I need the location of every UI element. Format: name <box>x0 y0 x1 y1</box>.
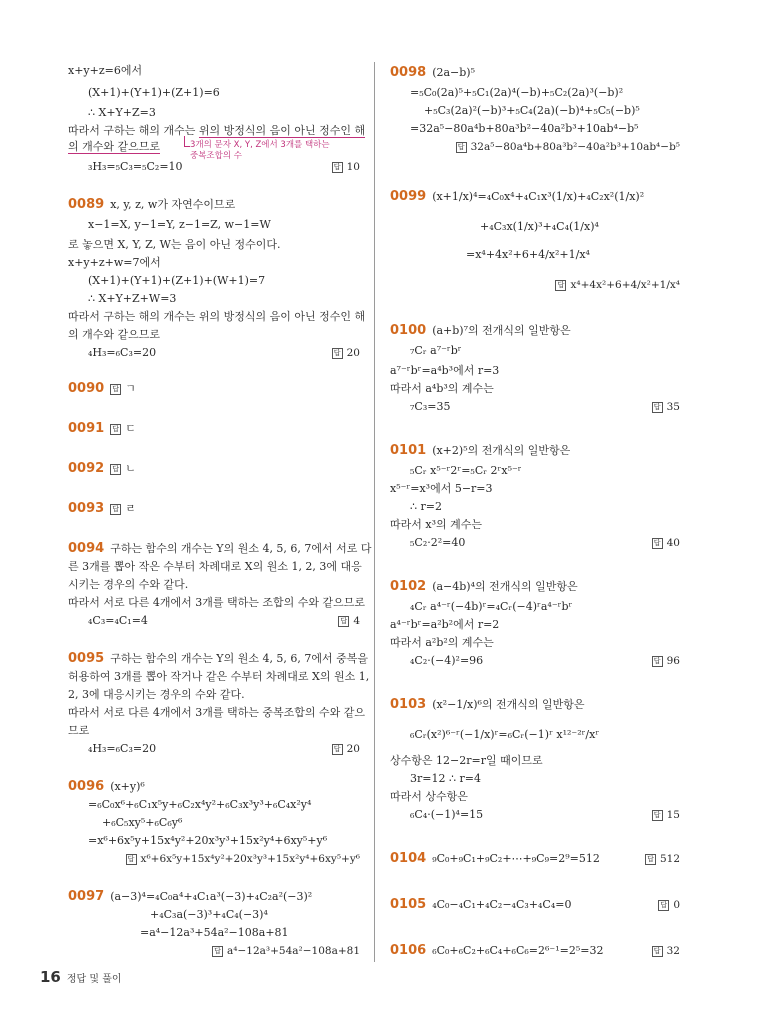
equation-line: ∴ X+Y+Z=3 <box>88 106 156 119</box>
answer: 답 20 <box>332 346 360 360</box>
problem-number: 0103 <box>390 697 427 712</box>
text-line: 시키는 경우의 수와 같다. <box>68 578 189 591</box>
answer: 답 40 <box>652 536 680 550</box>
problem-number: 0094 <box>68 541 105 556</box>
answer-mark-icon: 답 <box>555 280 566 291</box>
equation-line: =x⁴+4x²+6+4/x²+1/x⁴ <box>466 248 590 261</box>
answer-mark-icon: 답 <box>652 946 663 957</box>
equation-line: ₃H₃=₅C₃=₅C₂=10 <box>88 160 183 173</box>
answer: 답 32a⁵−80a⁴b+80a³b²−40a²b³+10ab⁴−b⁵ <box>456 140 680 154</box>
text-line: 므로 <box>68 724 90 737</box>
text-line: 따라서 서로 다른 4개에서 3개를 택하는 중복조합의 수와 같으 <box>68 706 365 719</box>
equation-line: ₄H₃=₆C₃=20 <box>88 742 157 755</box>
answer-mark-icon: 답 <box>110 424 121 435</box>
equation-line: ₆C₄·(−1)⁴=15 <box>410 808 484 821</box>
text-line: 로 놓으면 X, Y, Z, W는 음이 아닌 정수이다. <box>68 238 281 251</box>
answer-mark-icon: 답 <box>110 504 121 515</box>
text-line: 따라서 a²b²의 계수는 <box>390 636 494 649</box>
problem-0092: 0092 답 ㄴ <box>68 461 136 476</box>
page-number: 16 <box>40 968 61 986</box>
problem-0104: 0104 ₉C₀+₉C₁+₉C₂+⋯+₉C₉=2⁹=512 <box>390 851 600 866</box>
equation-line: ₇Cᵣ a⁷⁻ʳbʳ <box>410 344 462 357</box>
problem-number: 0091 <box>68 421 105 436</box>
answer-mark-icon: 답 <box>645 854 656 865</box>
problem-0091: 0091 답 ㄷ <box>68 421 136 436</box>
answer: 답 x⁴+4x²+6+4/x²+1/x⁴ <box>555 278 680 292</box>
underlined-text: 위의 방정식의 음이 아닌 정수인 해 <box>198 124 366 137</box>
problem-number: 0092 <box>68 461 105 476</box>
page-footer <box>40 968 122 986</box>
problem-0101: 0101 (x+2)⁵의 전개식의 일반항은 <box>390 443 571 458</box>
equation-line: ₅Cᵣ x⁵⁻ʳ2ʳ=₅Cᵣ 2ʳx⁵⁻ʳ <box>410 464 522 477</box>
equation-line: x−1=X, y−1=Y, z−1=Z, w−1=W <box>88 218 271 231</box>
answer-mark-icon: 답 <box>652 810 663 821</box>
problem-number: 0095 <box>68 651 105 666</box>
equation-line: =₆C₀x⁶+₆C₁x⁵y+₆C₂x⁴y²+₆C₃x³y³+₆C₄x²y⁴ <box>88 798 312 811</box>
equation-line: =32a⁵−80a⁴b+80a³b²−40a²b³+10ab⁴−b⁵ <box>410 122 639 135</box>
text-line: 2, 3에 대응시키는 경우의 수와 같다. <box>68 688 245 701</box>
problem-number: 0104 <box>390 851 427 866</box>
answer: 답 0 <box>658 898 680 912</box>
answer: 답 10 <box>332 160 360 174</box>
problem-0098: 0098 (2a−b)⁵ <box>390 65 475 80</box>
answer: 답 15 <box>652 808 680 822</box>
answer-mark-icon: 답 <box>332 744 343 755</box>
equation-line: 3r=12 ∴ r=4 <box>410 772 481 785</box>
annotation-note: 3개의 문자 X, Y, Z에서 3개를 택하는 중복조합의 수 <box>190 140 330 161</box>
text-line: 따라서 a⁴b³의 계수는 <box>390 382 494 395</box>
equation-line: +₄C₃a(−3)³+₄C₄(−3)⁴ <box>150 908 268 921</box>
problem-0099: 0099 (x+1/x)⁴=₄C₀x⁴+₄C₁x³(1/x)+₄C₂x²(1/x)² <box>390 189 645 204</box>
text-line: x+y+z=6에서 <box>68 64 143 77</box>
answer-mark-icon: 답 <box>652 402 663 413</box>
answer: 답 x⁶+6x⁵y+15x⁴y²+20x³y³+15x²y⁴+6xy⁵+y⁶ <box>126 852 360 866</box>
text-line: a⁷⁻ʳbʳ=a⁴b³에서 r=3 <box>390 364 500 377</box>
problem-number: 0096 <box>68 779 105 794</box>
problem-number: 0100 <box>390 323 427 338</box>
text-line: 따라서 서로 다른 4개에서 3개를 택하는 조합의 수와 같으므로 <box>68 596 365 609</box>
problem-0100: 0100 (a+b)⁷의 전개식의 일반항은 <box>390 323 571 338</box>
equation-line: ₅C₂·2²=40 <box>410 536 466 549</box>
problem-number: 0106 <box>390 943 427 958</box>
equation-line: (X+1)+(Y+1)+(Z+1)+(W+1)=7 <box>88 274 266 287</box>
text-line: 따라서 구하는 해의 개수는 위의 방정식의 음이 아닌 정수인 해 <box>68 310 366 323</box>
problem-number: 0099 <box>390 189 427 204</box>
answer: 답 96 <box>652 654 680 668</box>
problem-0090: 0090 답 ㄱ <box>68 381 136 396</box>
problem-number: 0101 <box>390 443 427 458</box>
problem-0096: 0096 (x+y)⁶ <box>68 779 145 794</box>
text-line: 따라서 x³의 계수는 <box>390 518 482 531</box>
problem-0105: 0105 ₄C₀−₄C₁+₄C₂−₄C₃+₄C₄=0 <box>390 897 572 912</box>
footer-label: 정답 및 풀이 <box>66 974 122 985</box>
equation-line: ₄Cᵣ a⁴⁻ʳ(−4b)ʳ=₄Cᵣ(−4)ʳa⁴⁻ʳbʳ <box>410 600 573 613</box>
text-line: 따라서 구하는 해의 개수는 위의 방정식의 음이 아닌 정수인 해 <box>68 124 366 137</box>
problem-0103: 0103 (x²−1/x)⁶의 전개식의 일반항은 <box>390 697 585 712</box>
problem-number: 0102 <box>390 579 427 594</box>
answer: 답 4 <box>338 614 360 628</box>
problem-number: 0093 <box>68 501 105 516</box>
equation-line: +₅C₃(2a)²(−b)³+₅C₄(2a)(−b)⁴+₅C₅(−b)⁵ <box>424 104 640 117</box>
equation-line: ₄C₃=₄C₁=4 <box>88 614 148 627</box>
answer: 답 32 <box>652 944 680 958</box>
equation-line: ∴ X+Y+Z+W=3 <box>88 292 177 305</box>
answer: 답 a⁴−12a³+54a²−108a+81 <box>212 944 360 958</box>
problem-number: 0097 <box>68 889 105 904</box>
answer-mark-icon: 답 <box>110 464 121 475</box>
text-line: x⁵⁻ʳ=x³에서 5−r=3 <box>390 482 493 495</box>
problem-0093: 0093 답 ㄹ <box>68 501 136 516</box>
text-line: 허용하여 3개를 뽑아 작거나 같은 수부터 차례대로 X의 원소 1, <box>68 670 370 683</box>
text-line: a⁴⁻ʳbʳ=a²b²에서 r=2 <box>390 618 500 631</box>
problem-0089: 0089 x, y, z, w가 자연수이므로 <box>68 197 236 212</box>
equation-line: =₅C₀(2a)⁵+₅C₁(2a)⁴(−b)+₅C₂(2a)³(−b)² <box>410 86 624 99</box>
problem-0106: 0106 ₆C₀+₆C₂+₆C₄+₆C₆=2⁶⁻¹=2⁵=32 <box>390 943 604 958</box>
answer-mark-icon: 답 <box>332 162 343 173</box>
text-line: 의 개수와 같으므로 <box>68 328 161 341</box>
problem-number: 0089 <box>68 197 105 212</box>
problem-number: 0105 <box>390 897 427 912</box>
answer-mark-icon: 답 <box>652 656 663 667</box>
equation-line: =a⁴−12a³+54a²−108a+81 <box>140 926 289 939</box>
equation-line: +₆C₅xy⁵+₆C₆y⁶ <box>102 816 183 829</box>
text-line: 상수항은 12−2r=r일 때이므로 <box>390 754 543 767</box>
equation-line: +₄C₃x(1/x)³+₄C₄(1/x)⁴ <box>480 220 599 233</box>
answer: 답 20 <box>332 742 360 756</box>
column-divider <box>374 62 375 962</box>
equation-line: ∴ r=2 <box>410 500 442 513</box>
problem-0097: 0097 (a−3)⁴=₄C₀a⁴+₄C₁a³(−3)+₄C₂a²(−3)² <box>68 889 313 904</box>
answer-mark-icon: 답 <box>332 348 343 359</box>
answer: 답 35 <box>652 400 680 414</box>
problem-0094: 0094 구하는 함수의 개수는 Y의 원소 4, 5, 6, 7에서 서로 다 <box>68 541 372 556</box>
answer-mark-icon: 답 <box>212 946 223 957</box>
answer-mark-icon: 답 <box>456 142 467 153</box>
problem-number: 0090 <box>68 381 105 396</box>
equation-line: ₇C₃=35 <box>410 400 451 413</box>
equation-line: ₄C₂·(−4)²=96 <box>410 654 484 667</box>
text-line: x+y+z+w=7에서 <box>68 256 161 269</box>
equation-line: ₄H₃=₆C₃=20 <box>88 346 157 359</box>
problem-number: 0098 <box>390 65 427 80</box>
problem-0102: 0102 (a−4b)⁴의 전개식의 일반항은 <box>390 579 578 594</box>
equation-line: ₆Cᵣ(x²)⁶⁻ʳ(−1/x)ʳ=₆Cᵣ(−1)ʳ x¹²⁻²ʳ/xʳ <box>410 728 600 741</box>
text-line: 따라서 상수항은 <box>390 790 468 803</box>
text-line: 른 3개를 뽑아 작은 수부터 차례대로 X의 원소 1, 2, 3에 대응 <box>68 560 362 573</box>
answer-mark-icon: 답 <box>110 384 121 395</box>
problem-0095: 0095 구하는 함수의 개수는 Y의 원소 4, 5, 6, 7에서 중복을 <box>68 651 369 666</box>
answer-mark-icon: 답 <box>658 900 669 911</box>
equation-line: =x⁶+6x⁵y+15x⁴y²+20x³y³+15x²y⁴+6xy⁵+y⁶ <box>88 834 328 847</box>
equation-line: (X+1)+(Y+1)+(Z+1)=6 <box>88 86 220 99</box>
answer: 답 512 <box>645 852 680 866</box>
answer-mark-icon: 답 <box>652 538 663 549</box>
text-line: 의 개수와 같으므로 <box>68 140 161 153</box>
answer-mark-icon: 답 <box>126 854 137 865</box>
answer-mark-icon: 답 <box>338 616 349 627</box>
